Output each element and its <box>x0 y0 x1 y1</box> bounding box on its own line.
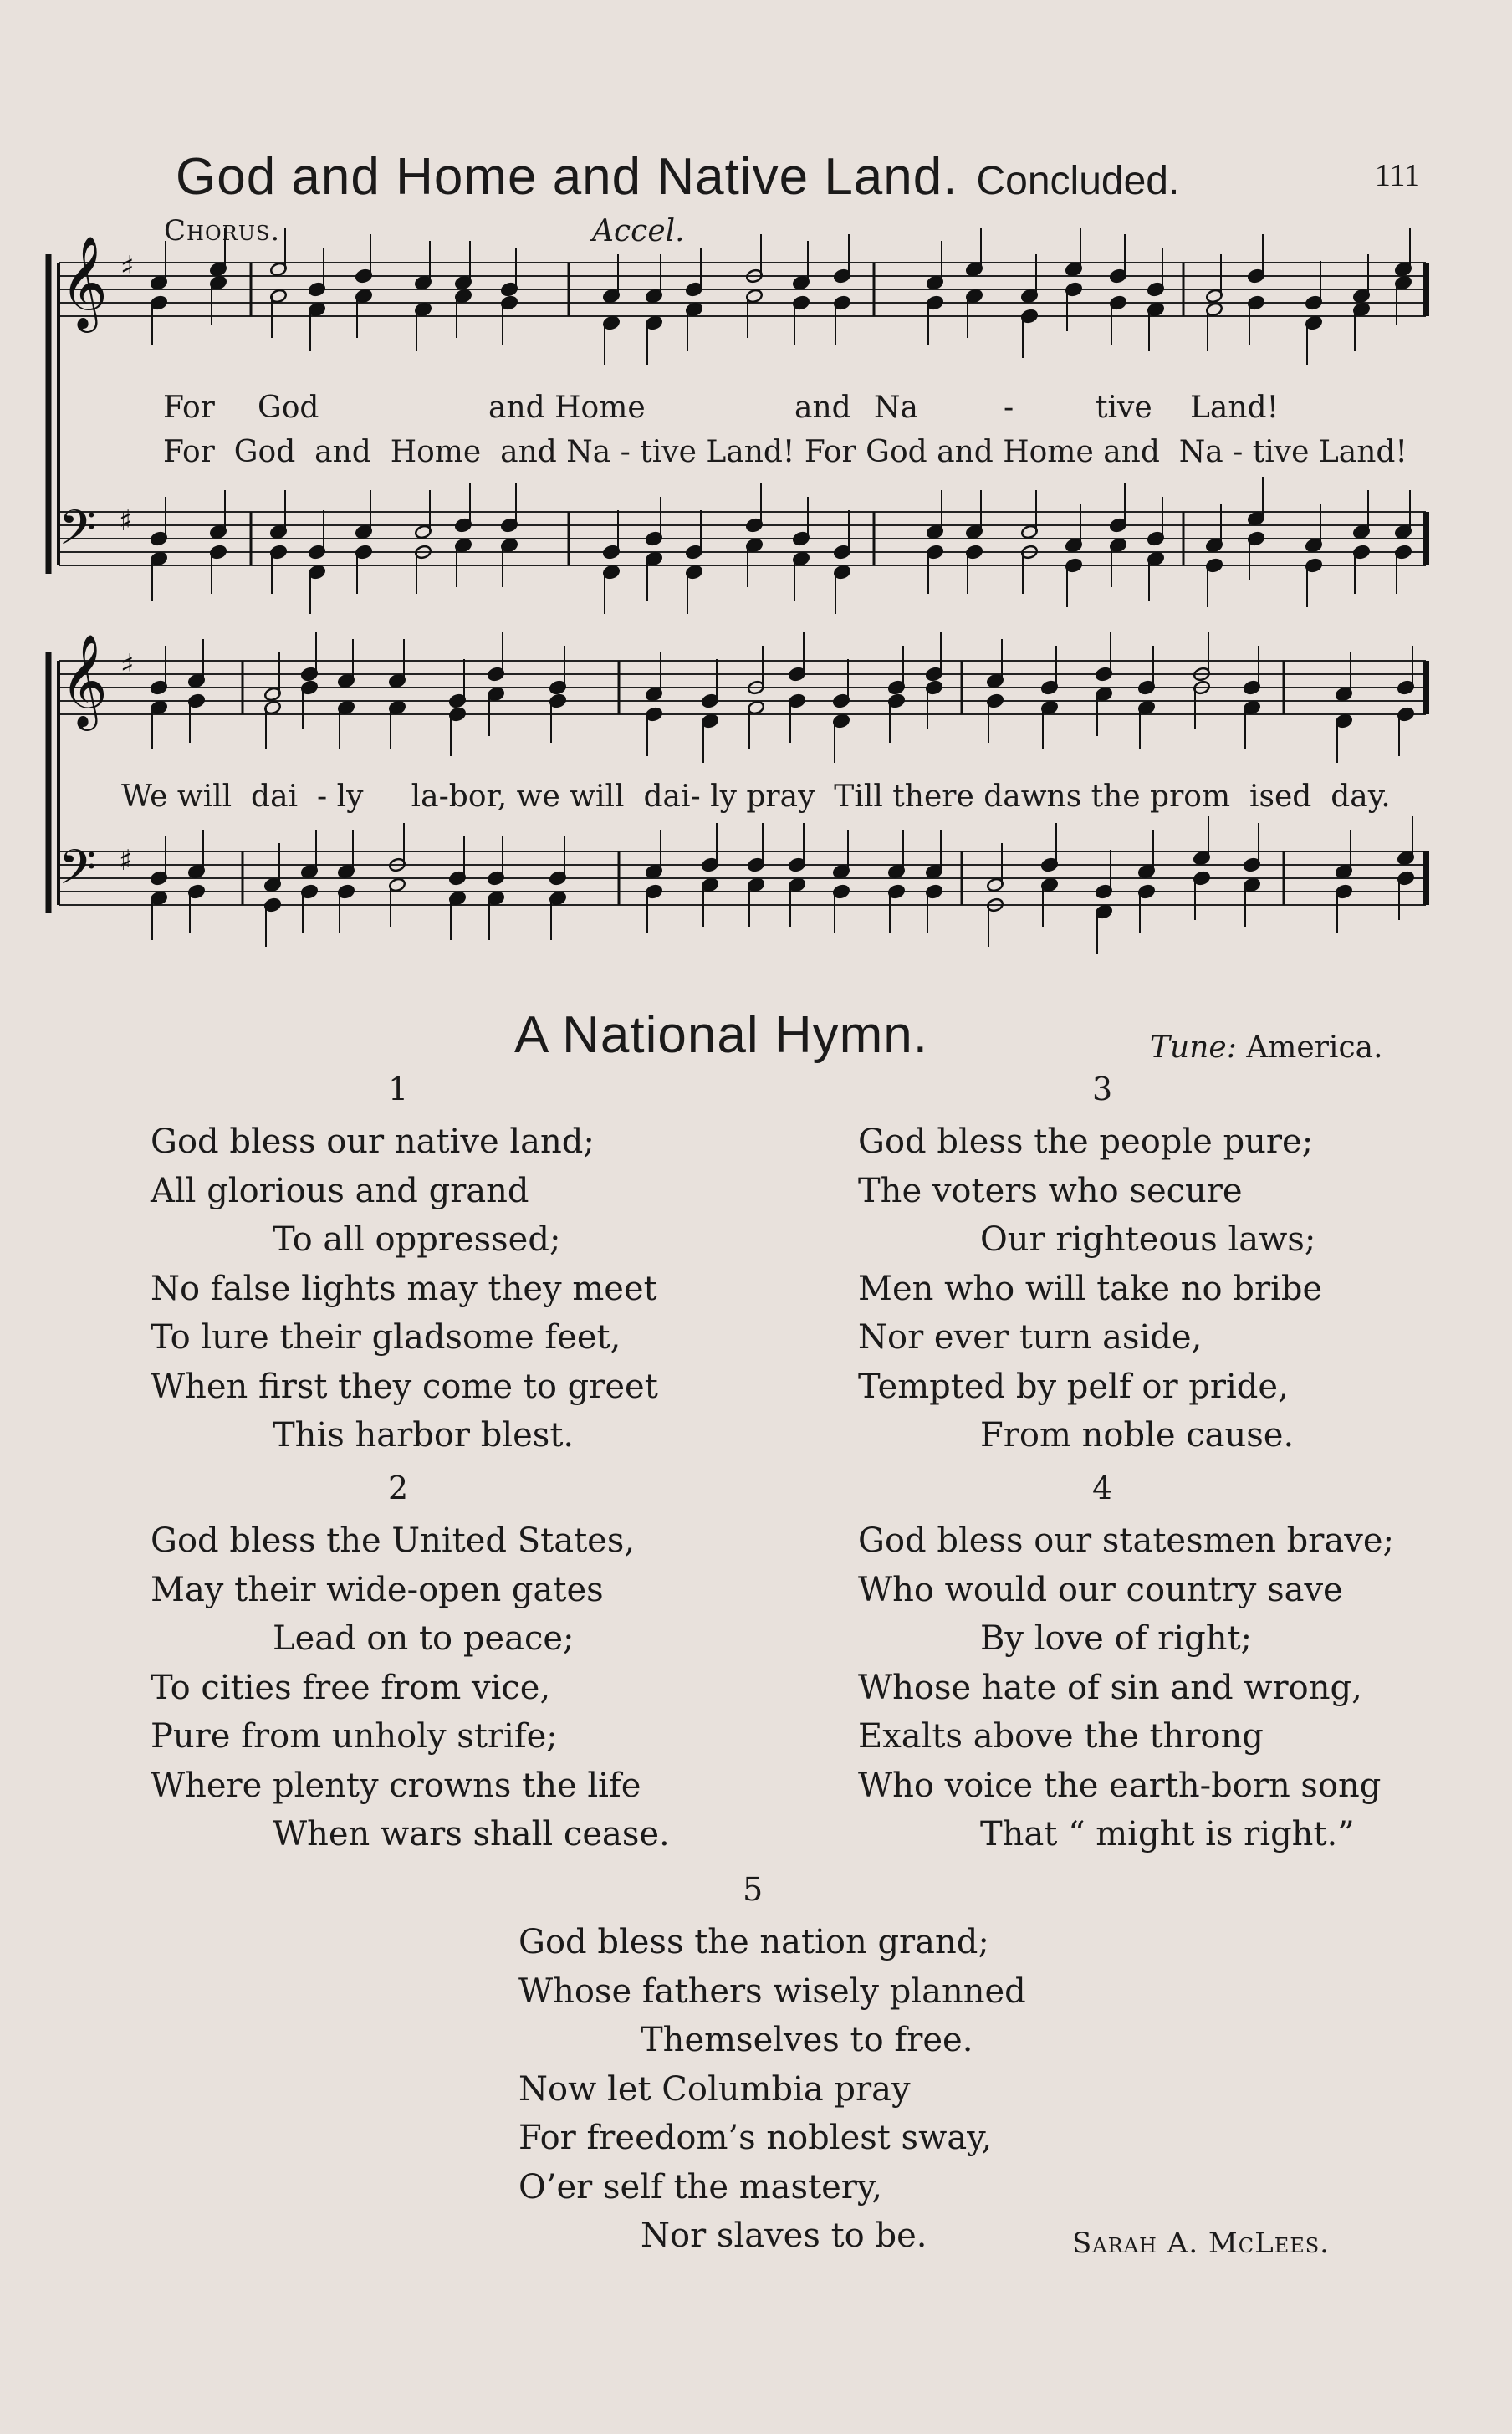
verse-line: For freedom’s noblest sway, <box>518 2119 993 2157</box>
verse-line: Themselves to free. <box>641 2021 973 2059</box>
verse-line: Where plenty crowns the life <box>151 1766 641 1805</box>
lyric-syllable: God <box>258 391 319 425</box>
verse-line: God bless our statesmen brave; <box>858 1521 1394 1560</box>
treble-clef: 𝄞 <box>60 235 108 329</box>
verse-5 <box>518 1918 1026 2261</box>
chorus-label: Chorus. <box>164 214 281 248</box>
sharp-sign: ♯ <box>120 250 135 284</box>
lyric-syllable: and Home <box>488 391 646 425</box>
verse-line: Who would our country save <box>858 1570 1343 1609</box>
verse-line: Nor ever turn aside, <box>858 1318 1203 1357</box>
verse-4 <box>858 1516 1394 1859</box>
verse-line: Tempted by pelf or pride, <box>858 1367 1289 1406</box>
verse-line: To lure their gladsome feet, <box>151 1318 621 1357</box>
verse-line: Whose fathers wisely planned <box>518 1971 1026 2011</box>
hymn-title: A National Hymn. <box>514 1006 928 1064</box>
verse-line: This harbor blest. <box>273 1416 575 1455</box>
verse-line: When first they come to greet <box>151 1367 658 1406</box>
verse-2 <box>151 1516 670 1859</box>
treble-clef: 𝄞 <box>60 633 108 727</box>
verse-number: 3 <box>1092 1071 1113 1107</box>
bass-clef: 𝄢 <box>59 839 97 908</box>
sharp-sign: ♯ <box>119 504 133 538</box>
bass-clef: 𝄢 <box>59 499 97 568</box>
verse-line: Pure from unholy strife; <box>151 1717 558 1756</box>
lyric-syllable: - <box>1004 391 1014 425</box>
verse-line: Our righteous laws; <box>980 1220 1316 1259</box>
author-credit: Sarah A. McLees. <box>1072 2227 1330 2260</box>
verse-line: God bless our native land; <box>151 1122 595 1161</box>
verse-line: May their wide-open gates <box>151 1570 604 1609</box>
verse-line: That “ might is right.” <box>980 1815 1355 1854</box>
verse-line: No false lights may they meet <box>151 1269 657 1308</box>
tune-attribution <box>1150 1030 1383 1065</box>
sharp-sign: ♯ <box>120 648 135 682</box>
chorus-lyrics-line-2: For God and Home and Na - tive Land! For God and Home and Na - tive Land! <box>163 435 1407 469</box>
verse-3 <box>858 1117 1322 1460</box>
lyric-syllable: For <box>163 391 215 425</box>
verse-line: Lead on to peace; <box>273 1619 575 1658</box>
verse-line: O’er self the mastery, <box>518 2167 882 2206</box>
song-title-suffix: Concluded. <box>976 159 1180 203</box>
verse-line: Nor slaves to be. <box>641 2217 927 2255</box>
verse-line: God bless the nation grand; <box>518 1923 989 1961</box>
verse-line: All glorious and grand <box>151 1171 529 1210</box>
verse-1 <box>151 1117 658 1460</box>
verse-line: To all oppressed; <box>273 1220 561 1259</box>
verse-line: By love of right; <box>980 1619 1252 1658</box>
verse-number: 4 <box>1092 1470 1113 1506</box>
verse-number: 1 <box>388 1071 409 1107</box>
song-title: God and Home and Native Land. <box>176 148 958 206</box>
verse-line: The voters who secure <box>858 1171 1243 1210</box>
verse-line: Who voice the earth-born song <box>858 1766 1382 1805</box>
verse-line: Men who will take no bribe <box>858 1269 1323 1308</box>
verse-number: 2 <box>388 1470 409 1506</box>
lyric-syllable: Land! <box>1190 391 1280 425</box>
verse-line: Whose hate of sin and wrong, <box>858 1668 1362 1707</box>
verse-line: When wars shall cease. <box>273 1815 670 1854</box>
chorus-lyrics-system-2: We will dai - ly la-bor, we will dai- ly pray Till there dawns the prom ised day. <box>121 780 1391 814</box>
lyric-syllable: tive <box>1096 391 1152 425</box>
verse-number: 5 <box>743 1871 764 1908</box>
page-number: 111 <box>1374 158 1420 193</box>
verse-line: To cities free from vice, <box>151 1668 551 1707</box>
lyric-syllable: Na <box>874 391 918 425</box>
lyric-syllable: and <box>794 391 851 425</box>
tempo-marking: Accel. <box>592 214 685 248</box>
verse-line: Now let Columbia pray <box>518 2069 911 2109</box>
tune-name: America. <box>1246 1030 1383 1065</box>
verse-line: God bless the United States, <box>151 1521 636 1560</box>
verse-line: From noble cause. <box>980 1416 1295 1455</box>
tune-label: Tune: <box>1150 1030 1237 1065</box>
verse-line: Exalts above the throng <box>858 1717 1264 1756</box>
sheet-music <box>0 0 1512 987</box>
chorus-lyrics-line-1 <box>0 391 1512 429</box>
sharp-sign: ♯ <box>119 844 133 877</box>
verse-line: God bless the people pure; <box>858 1122 1314 1161</box>
